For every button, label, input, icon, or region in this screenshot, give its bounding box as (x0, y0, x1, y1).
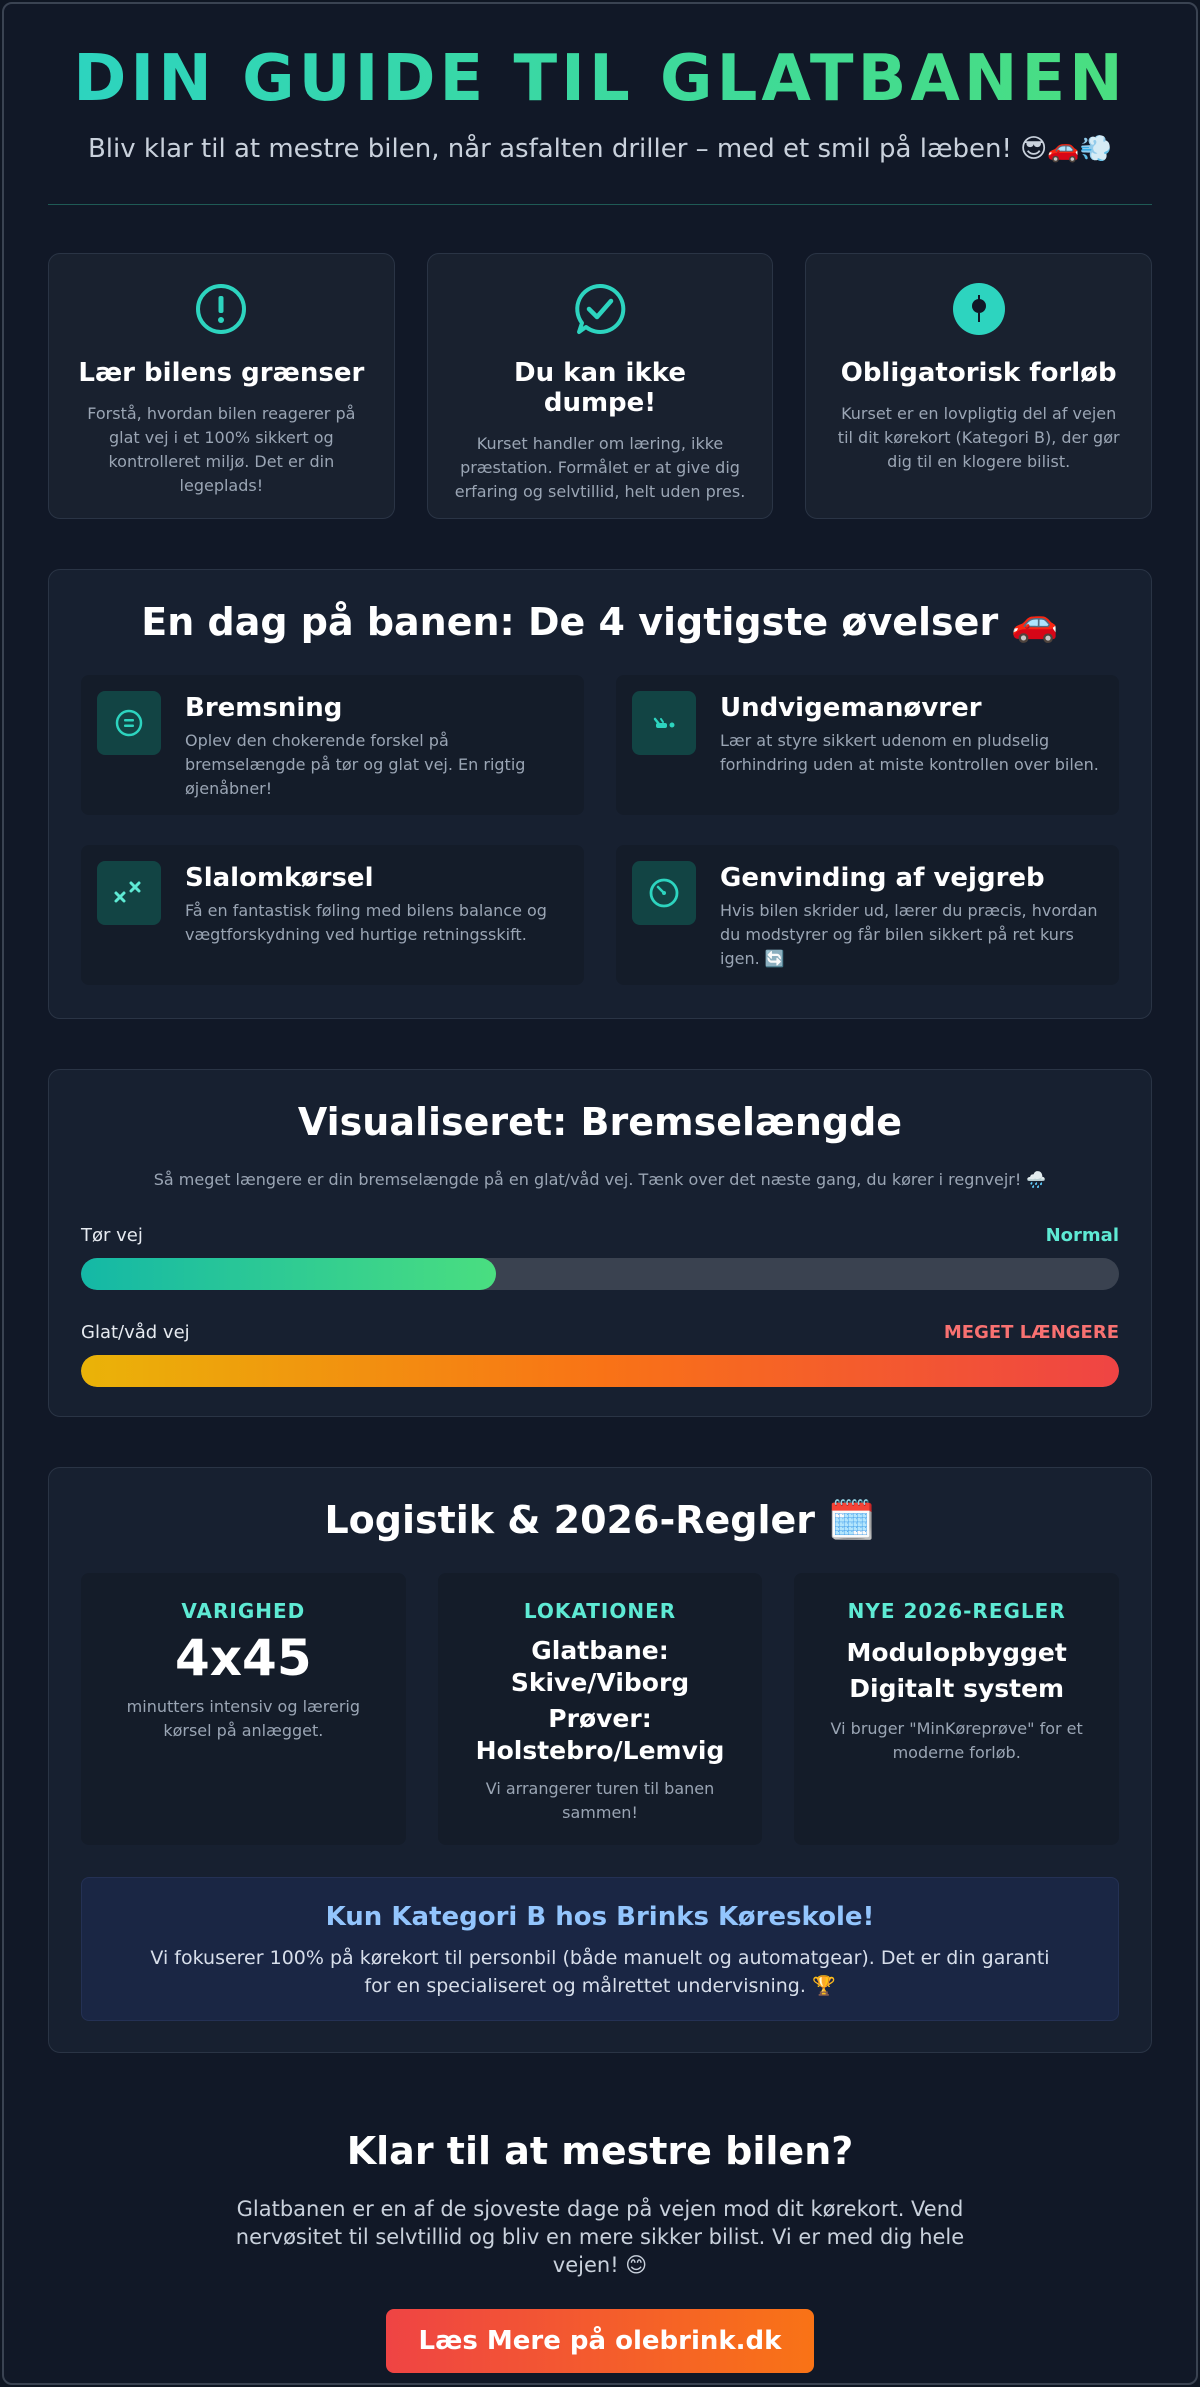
feature-text: Forstå, hvordan bilen reagerer på glat vej i et 100% sikkert og kontrolleret miljø. Det er din legeplads! (87, 404, 356, 495)
bar-label: Tør vej (81, 1225, 143, 1246)
page-subtitle: Bliv klar til at mestre bilen, når asfalten driller – med et smil på læben! 😎🚗💨 (87, 134, 1113, 164)
rules-line: Digitalt system (849, 1674, 1065, 1703)
bar-label: Glat/våd vej (81, 1322, 190, 1343)
braking-description: Så meget længere er din bremselængde på en glat/våd vej. Tænk over det næste gang, du kører i regnvejr! 🌧️ (153, 1170, 1047, 1189)
steering-gauge-icon (632, 861, 696, 925)
feature-card-mandatory (805, 253, 1152, 519)
exercise-title: Genvinding af vejgreb (720, 863, 1045, 893)
bar-track (81, 1258, 1119, 1290)
logistics-text: Vi arrangerer turen til banen sammen! (485, 1779, 715, 1822)
exercise-regain-grip (616, 845, 1119, 985)
location-line: Skive/Viborg (510, 1668, 690, 1697)
slalom-icon (97, 861, 161, 925)
notice-text: Vi fokuserer 100% på kørekort til personbil (både manuelt og automatgear). Det er din garanti for en specialiseret og målrettet undervisning. 🏆 (150, 1947, 1050, 1997)
read-more-button[interactable]: Læs Mere på olebrink.dk (386, 2309, 814, 2373)
logistics-grid (81, 1573, 1119, 1845)
exercise-title: Bremsning (185, 693, 343, 723)
exercises-grid (81, 675, 1119, 985)
duration-value: 4x45 (175, 1629, 312, 1687)
notice-title: Kun Kategori B hos Brinks Køreskole! (325, 1902, 875, 1932)
bar-status: Normal (1045, 1225, 1119, 1246)
exercise-title: Undvigemanøvrer (720, 693, 982, 723)
feature-text: Kurset er en lovpligtig del af vejen til dit kørekort (Kategori B), der gør dig til en klogere bilist. (837, 404, 1120, 471)
exercise-title: Slalomkørsel (185, 863, 374, 893)
cta-title: Klar til at mestre bilen? (346, 2129, 854, 2173)
bar-status: MEGET LÆNGERE (943, 1322, 1119, 1343)
logistics-rules (794, 1573, 1119, 1845)
logistics-key: LOKATIONER (523, 1599, 677, 1623)
exercise-slalom (81, 845, 584, 985)
logistics-text: Vi bruger "MinKøreprøve" for et moderne forløb. (830, 1719, 1083, 1762)
cta-section (4, 2129, 1196, 2373)
braking-title: Visualiseret: Bremselængde (297, 1100, 903, 1144)
feature-cards (48, 253, 1152, 519)
exercise-braking (81, 675, 584, 815)
feature-card-limits (48, 253, 395, 519)
feature-title: Lær bilens grænser (78, 358, 365, 388)
brake-disc-icon (97, 691, 161, 755)
page (2, 2, 1198, 2385)
logistics-key: VARIGHED (181, 1599, 306, 1623)
feature-card-no-fail (427, 253, 774, 519)
feature-title: Obligatorisk forløb (840, 358, 1117, 388)
header (4, 4, 1196, 164)
exclamation-circle-icon (194, 282, 248, 336)
check-chat-icon (573, 282, 627, 336)
exercise-text: Lær at styre sikkert udenom en pludselig forhindring uden at miste kontrollen over bilen. (720, 731, 1099, 774)
exercise-text: Oplev den chokerende forskel på bremselængde på tør og glat vej. En rigtig øjenåbner! (185, 731, 526, 798)
swerve-icon (632, 691, 696, 755)
exercise-swerve (616, 675, 1119, 815)
bar-wet-road (81, 1322, 1119, 1387)
logistics-duration (81, 1573, 406, 1845)
logistics-key: NYE 2026-REGLER (847, 1599, 1066, 1623)
map-pin-icon (952, 282, 1006, 336)
rules-line: Modulopbygget (846, 1638, 1067, 1667)
bar-fill (81, 1355, 1119, 1387)
location-line: Prøver: (548, 1704, 652, 1733)
logistics-locations (438, 1573, 763, 1845)
category-b-notice (81, 1877, 1119, 2021)
exercises-section (48, 569, 1152, 1019)
logistics-title: Logistik & 2026-Regler 🗓️ (324, 1498, 876, 1542)
exercise-text: Få en fantastisk føling med bilens balance og vægtforskydning ved hurtige retningsskift. (185, 901, 547, 944)
header-divider (48, 204, 1152, 205)
page-title: DIN GUIDE TIL GLATBANEN (73, 42, 1127, 116)
bar-dry-road (81, 1225, 1119, 1290)
bar-fill (81, 1258, 496, 1290)
feature-text: Kurset handler om læring, ikke præstation. Formålet er at give dig erfaring og selvtillid, helt uden pres. (454, 434, 746, 501)
cta-text: Glatbanen er en af de sjoveste dage på vejen mod dit kørekort. Vend nervøsitet til selvtillid og bliv en mere sikker bilist. Vi er med dig hele vejen! 😊 (235, 2197, 965, 2277)
exercises-title: En dag på banen: De 4 vigtigste øvelser 🚗 (141, 600, 1059, 644)
location-line: Holstebro/Lemvig (475, 1736, 725, 1765)
logistics-text: minutters intensiv og lærerig kørsel på anlægget. (126, 1697, 360, 1740)
location-line: Glatbane: (531, 1636, 669, 1665)
feature-title: Du kan ikke dumpe! (514, 358, 686, 418)
logistics-section (48, 1467, 1152, 2053)
braking-section (48, 1069, 1152, 1417)
bar-track (81, 1355, 1119, 1387)
exercise-text: Hvis bilen skrider ud, lærer du præcis, hvordan du modstyrer og får bilen sikkert på ret kurs igen. 🔄 (720, 901, 1098, 968)
